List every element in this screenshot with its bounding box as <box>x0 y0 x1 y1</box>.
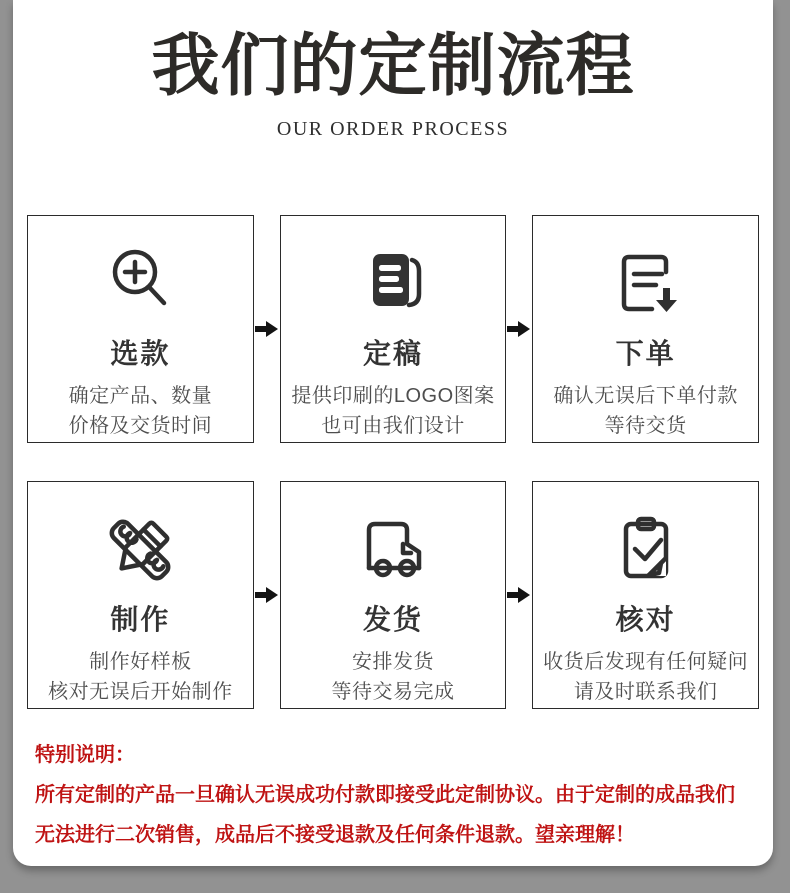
step-desc-line: 提供印刷的LOGO图案 <box>291 385 495 408</box>
step-desc-line: 等待交货 <box>604 415 687 438</box>
step-title: 核对 <box>615 604 676 636</box>
step-desc-line: 确定产品、数量 <box>68 385 213 408</box>
page-title: 我们的定制流程 <box>151 28 635 104</box>
content-sheet <box>13 0 773 866</box>
step-desc <box>281 647 506 707</box>
step-desc <box>533 381 758 441</box>
document-draft-icon <box>281 240 506 328</box>
step-desc <box>533 647 758 707</box>
arrow-right-icon <box>506 215 532 443</box>
step-desc-line: 价格及交货时间 <box>68 415 213 438</box>
step-desc-line: 请及时联系我们 <box>573 681 718 704</box>
step-title: 制作 <box>110 604 171 636</box>
clipboard-check-icon <box>533 506 758 594</box>
step-card-make <box>27 481 254 709</box>
step-card-ship <box>280 481 507 709</box>
process-steps-grid <box>27 215 759 709</box>
arrow-right-icon <box>254 481 280 709</box>
step-desc-line: 确认无误后下单付款 <box>553 385 738 408</box>
step-desc <box>281 381 506 441</box>
step-card-draft <box>280 215 507 443</box>
step-title: 下单 <box>615 338 676 370</box>
step-desc-line: 也可由我们设计 <box>321 415 465 438</box>
pencil-ruler-icon <box>28 506 253 594</box>
arrow-right-icon <box>254 215 280 443</box>
step-card-select <box>27 215 254 443</box>
step-desc <box>28 381 253 441</box>
step-desc-line: 等待交易完成 <box>331 681 455 704</box>
step-card-check <box>532 481 759 709</box>
step-desc-line: 收货后发现有任何疑问 <box>543 651 749 674</box>
arrow-right-icon <box>506 481 532 709</box>
order-download-icon <box>533 240 758 328</box>
step-title: 定稿 <box>362 338 423 370</box>
step-desc-line: 核对无误后开始制作 <box>48 681 233 704</box>
step-title: 选款 <box>110 338 171 370</box>
delivery-truck-icon <box>281 506 506 594</box>
step-title: 发货 <box>362 604 423 636</box>
special-note-body <box>35 775 743 855</box>
step-desc <box>28 647 253 707</box>
step-desc-line: 安排发货 <box>351 651 434 674</box>
special-note-title: 特别说明： <box>35 744 135 767</box>
step-desc-line: 制作好样板 <box>89 651 192 674</box>
special-note-line: 无法进行二次销售，成品后不接受退款及任何条件退款。望亲理解！ <box>35 824 635 847</box>
magnifier-plus-icon <box>28 240 253 328</box>
step-card-order <box>532 215 759 443</box>
special-note-line: 所有定制的产品一旦确认无误成功付款即接受此定制协议。由于定制的成品我们 <box>35 784 735 807</box>
special-note <box>35 735 743 855</box>
page-subtitle: OUR ORDER PROCESS <box>276 118 510 141</box>
